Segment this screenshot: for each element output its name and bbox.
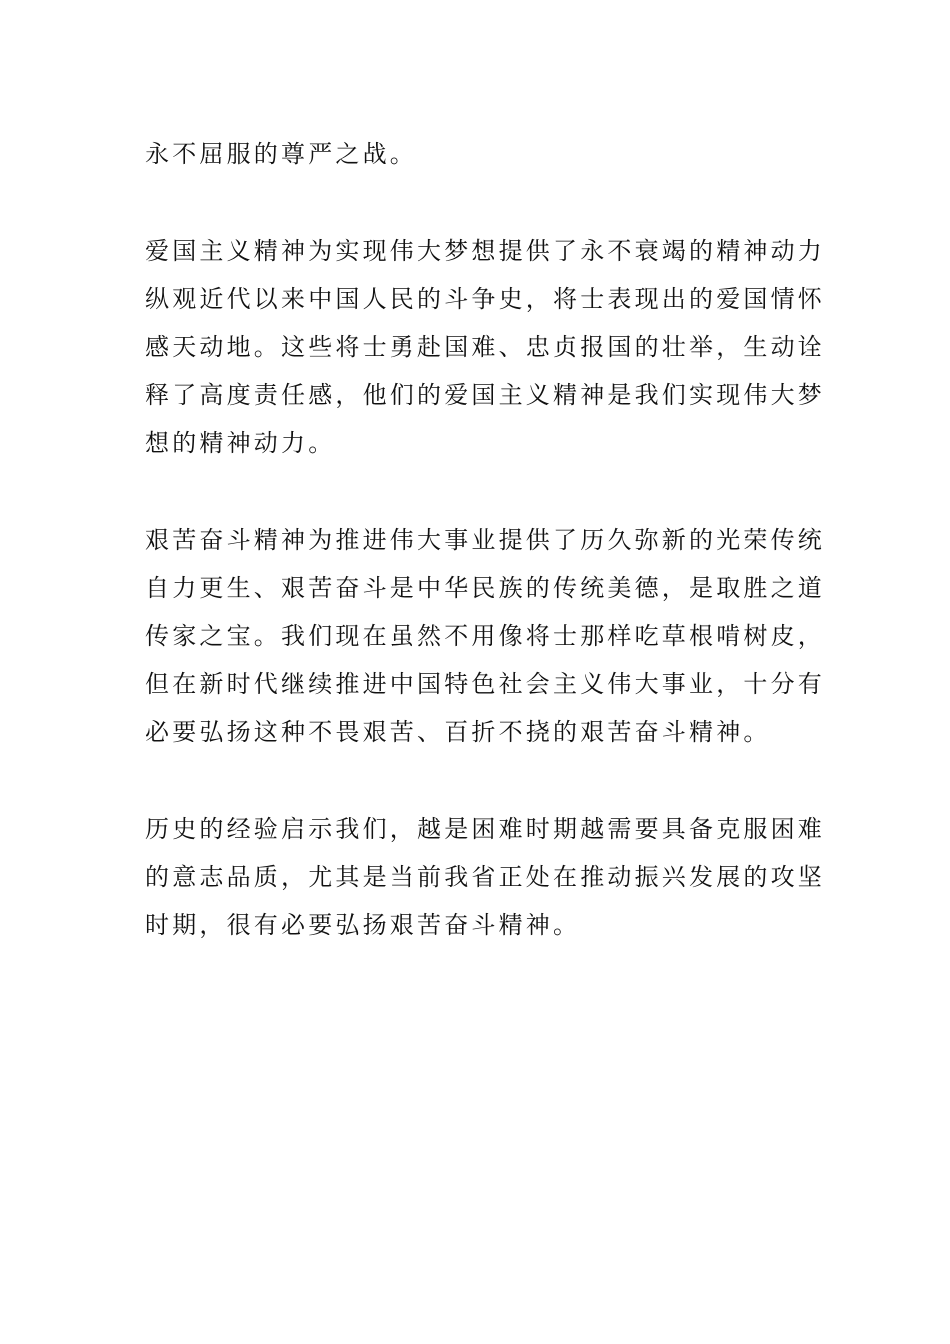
paragraph-1	[145, 130, 810, 178]
paragraph-4	[145, 805, 825, 949]
paragraph-line: 感天动地。这些将士勇赴国难、忠贞报国的壮举，生动诠	[145, 333, 825, 361]
paragraph-line: 纵观近代以来中国人民的斗争史，将士表现出的爱国情怀	[145, 285, 825, 313]
paragraph-line: 爱国主义精神为实现伟大梦想提供了永不衰竭的精神动力	[145, 237, 825, 265]
paragraph-line: 永不屈服的尊严之战。	[145, 140, 417, 168]
paragraph-line: 但在新时代继续推进中国特色社会主义伟大事业，十分有	[145, 670, 825, 698]
paragraph-2	[145, 227, 825, 467]
paragraph-line: 的意志品质，尤其是当前我省正处在推动振兴发展的攻坚	[145, 863, 825, 891]
paragraph-line: 释了高度责任感，他们的爱国主义精神是我们实现伟大梦	[145, 381, 825, 409]
paragraph-line: 时期，很有必要弘扬艰苦奋斗精神。	[145, 911, 581, 939]
paragraph-line: 想的精神动力。	[145, 429, 336, 457]
paragraph-spacer	[145, 756, 810, 805]
paragraph-line: 必要弘扬这种不畏艰苦、百折不挠的艰苦奋斗精神。	[145, 718, 771, 746]
paragraph-spacer	[145, 178, 810, 227]
paragraph-line: 历史的经验启示我们，越是困难时期越需要具备克服困难	[145, 815, 825, 843]
document-body	[145, 130, 825, 949]
paragraph-line: 自力更生、艰苦奋斗是中华民族的传统美德，是取胜之道	[145, 574, 825, 602]
paragraph-line: 艰苦奋斗精神为推进伟大事业提供了历久弥新的光荣传统	[145, 526, 825, 554]
paragraph-spacer	[145, 467, 810, 516]
paragraph-line: 传家之宝。我们现在虽然不用像将士那样吃草根啃树皮，	[145, 622, 825, 650]
paragraph-3	[145, 516, 825, 756]
